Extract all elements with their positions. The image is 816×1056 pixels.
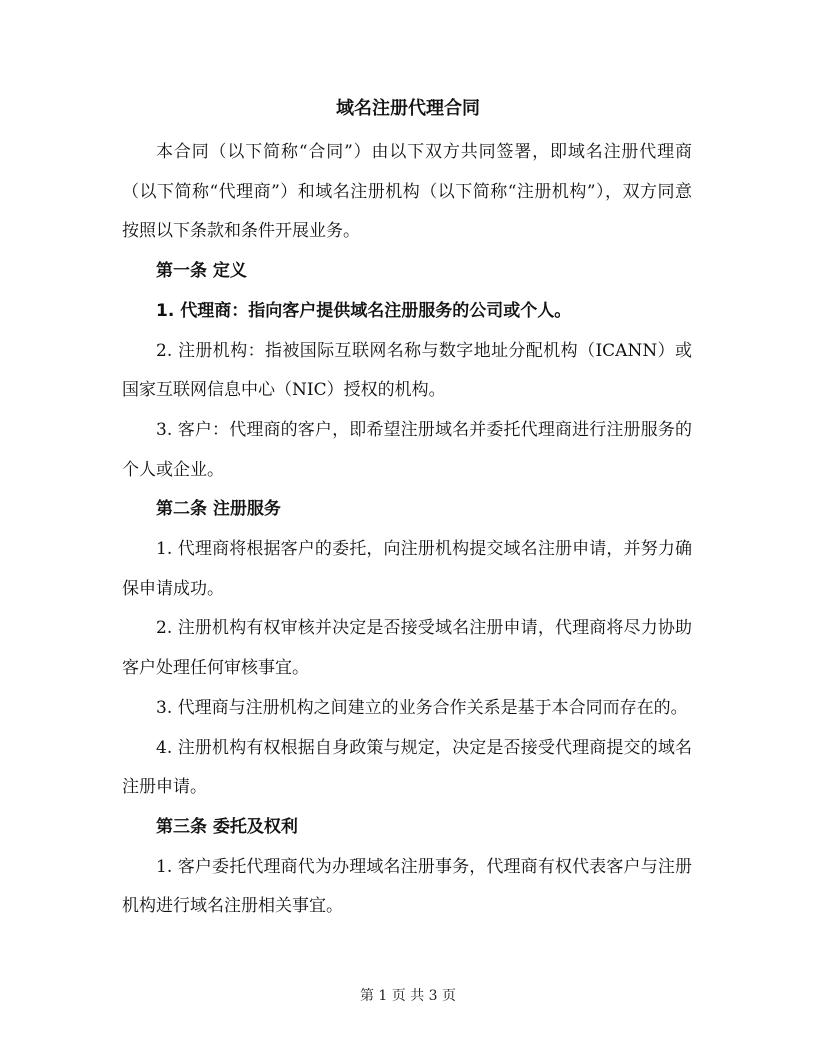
service-item-2: 2. 注册机构有权审核并决定是否接受域名注册申请，代理商将尽力协助客户处理任何审核事宜。 [122,618,692,679]
definition-item-3: 3. 客户：代理商的客户，即希望注册域名并委托代理商进行注册服务的个人或企业。 [122,419,692,480]
section-heading-1: 第一条 定义 [156,261,247,282]
service-item-3: 3. 代理商与注册机构之间建立的业务合作关系是基于本合同而存在的。 [156,697,688,718]
intro-paragraph: 本合同（以下简称“合同”）由以下双方共同签署，即域名注册代理商（以下简称“代理商”）和域名注册机构（以下简称“注册机构”），双方同意按照以下条款和条件开展业务。 [122,142,692,242]
document-body [122,133,692,927]
page-number: 第 1 页 共 3 页 [359,988,457,1004]
section-heading-2: 第二条 注册服务 [156,499,281,520]
definition-item-2: 2. 注册机构：指被国际互联网名称与数字地址分配机构（ICANN）或国家互联网信息中心（NIC）授权的机构。 [122,340,692,401]
authorization-item-1: 1. 客户委托代理商代为办理域名注册事务，代理商有权代表客户与注册机构进行域名注册相关事宜。 [122,856,692,917]
service-item-1: 1. 代理商将根据客户的委托，向注册机构提交域名注册申请，并努力确保申请成功。 [122,539,692,599]
service-item-4: 4. 注册机构有权根据自身政策与规定，决定是否接受代理商提交的域名注册申请。 [122,737,692,798]
document-title: 域名注册代理合同 [336,98,480,119]
section-heading-3: 第三条 委托及权利 [156,816,298,837]
definition-item-1: 1. 代理商：指向客户提供域名注册服务的公司或个人。 [156,300,572,321]
